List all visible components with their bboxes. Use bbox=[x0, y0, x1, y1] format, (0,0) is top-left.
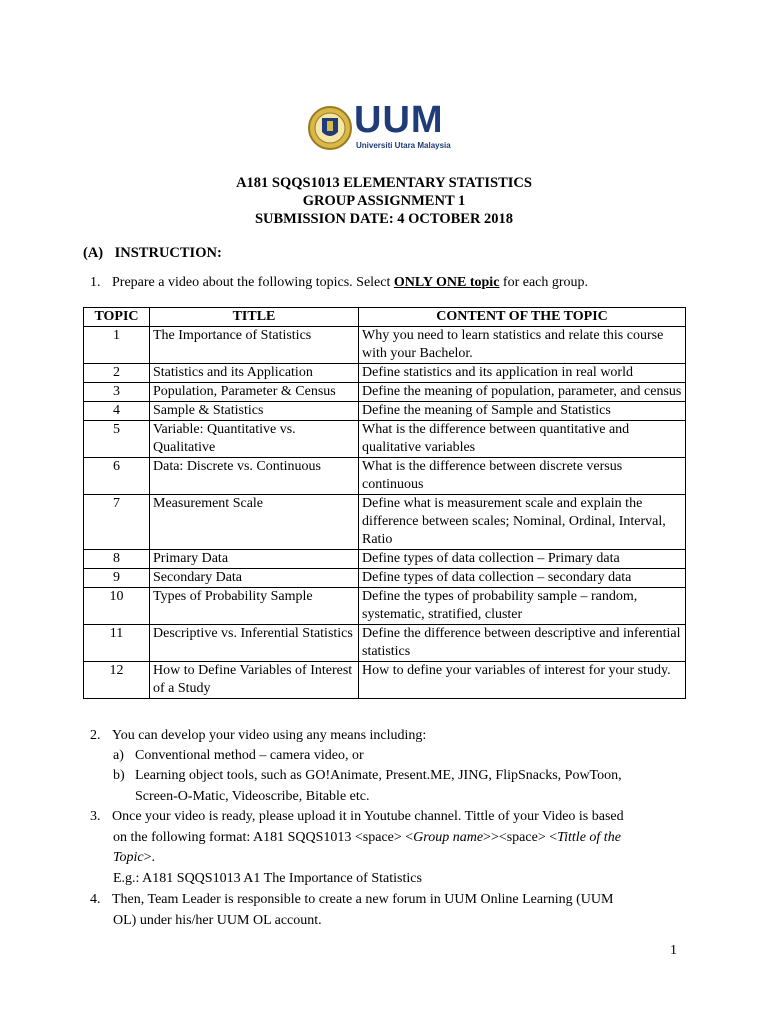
instruction-1-emphasis: ONLY ONE topic bbox=[393, 275, 500, 290]
topic-number: 10 bbox=[84, 588, 150, 625]
format-mid: >><space> < bbox=[483, 830, 558, 845]
topic-content: Define the difference between descriptive and inferential statistics bbox=[359, 625, 686, 662]
item-number: 3. bbox=[90, 809, 101, 824]
topic-number: 4 bbox=[84, 402, 150, 421]
topic-title: Secondary Data bbox=[150, 569, 359, 588]
header-title: TITLE bbox=[150, 308, 359, 327]
topic-number: 5 bbox=[84, 421, 150, 458]
topic-content: Define the types of probability sample – random, systematic, stratified, cluster bbox=[359, 588, 686, 625]
topic-title: How to Define Variables of Interest of a Study bbox=[150, 662, 359, 699]
instruction-2a-text: Conventional method – camera video, or bbox=[135, 748, 364, 763]
sub-item-label: a) bbox=[113, 748, 124, 763]
table-row bbox=[84, 458, 686, 495]
instruction-1 bbox=[90, 274, 588, 292]
table-row bbox=[84, 569, 686, 588]
topic-content: Define statistics and its application in real world bbox=[359, 364, 686, 383]
topic-title: Statistics and its Application bbox=[150, 364, 359, 383]
page-number: 1 bbox=[670, 943, 677, 958]
instruction-4-line2: OL) under his/her UUM OL account. bbox=[113, 913, 322, 928]
topic-number: 7 bbox=[84, 495, 150, 550]
topic-title: The Importance of Statistics bbox=[150, 327, 359, 364]
instruction-2-text: You can develop your video using any means including: bbox=[112, 728, 427, 743]
topic-number: 2 bbox=[84, 364, 150, 383]
topic-title: Descriptive vs. Inferential Statistics bbox=[150, 625, 359, 662]
format-group-name: Group name bbox=[413, 830, 484, 845]
topic-content: Define types of data collection – Primary data bbox=[359, 550, 686, 569]
table-row bbox=[84, 402, 686, 421]
section-heading bbox=[83, 245, 222, 262]
table-row bbox=[84, 421, 686, 458]
topic-number: 8 bbox=[84, 550, 150, 569]
topic-content: Define what is measurement scale and explain the difference between scales; Nominal, Ordinal, Interval, Ratio bbox=[359, 495, 686, 550]
item-number: 1. bbox=[90, 275, 101, 290]
topic-title: Data: Discrete vs. Continuous bbox=[150, 458, 359, 495]
assignment-title: GROUP ASSIGNMENT 1 bbox=[302, 193, 466, 209]
instruction-2a bbox=[113, 746, 364, 766]
logo-subtitle: Universiti Utara Malaysia bbox=[356, 141, 451, 150]
topic-content: Define the meaning of population, parameter, and census bbox=[359, 383, 686, 402]
topic-number: 12 bbox=[84, 662, 150, 699]
instruction-3-line2 bbox=[113, 828, 621, 848]
header-topic: TOPIC bbox=[84, 308, 150, 327]
instruction-3 bbox=[90, 807, 624, 827]
table-row bbox=[84, 495, 686, 550]
topic-content: Why you need to learn statistics and relate this course with your Bachelor. bbox=[359, 327, 686, 364]
format-pre: on the following format: A181 SQQS1013 <space> < bbox=[113, 830, 414, 845]
section-label: (A) bbox=[83, 245, 104, 261]
topic-title: Measurement Scale bbox=[150, 495, 359, 550]
sub-item-label: b) bbox=[113, 768, 125, 783]
topic-number: 11 bbox=[84, 625, 150, 662]
instruction-2b-text: Learning object tools, such as GO!Animate, Present.ME, JING, FlipSnacks, PowToon, bbox=[135, 768, 622, 783]
logo-wordmark: UUM bbox=[354, 99, 444, 141]
table-header-row bbox=[84, 308, 686, 327]
header-content: CONTENT OF THE TOPIC bbox=[359, 308, 686, 327]
instruction-2 bbox=[90, 726, 426, 746]
instruction-1-post: for each group. bbox=[499, 275, 589, 290]
topic-title: Variable: Quantitative vs. Qualitative bbox=[150, 421, 359, 458]
topic-number: 3 bbox=[84, 383, 150, 402]
topic-number: 1 bbox=[84, 327, 150, 364]
topic-number: 6 bbox=[84, 458, 150, 495]
table-row bbox=[84, 383, 686, 402]
table-row bbox=[84, 588, 686, 625]
instruction-1-pre: Prepare a video about the following topics. Select bbox=[112, 275, 394, 290]
table-row bbox=[84, 550, 686, 569]
topic-number: 9 bbox=[84, 569, 150, 588]
uum-logo bbox=[308, 98, 460, 158]
topic-title: Primary Data bbox=[150, 550, 359, 569]
course-title: A181 SQQS1013 ELEMENTARY STATISTICS bbox=[236, 175, 532, 191]
table-row bbox=[84, 662, 686, 699]
topic-title: Population, Parameter & Census bbox=[150, 383, 359, 402]
instruction-4 bbox=[90, 890, 613, 910]
topic-title: Sample & Statistics bbox=[150, 402, 359, 421]
submission-date: SUBMISSION DATE: 4 OCTOBER 2018 bbox=[254, 211, 514, 227]
topic-content: Define types of data collection – secondary data bbox=[359, 569, 686, 588]
section-title: INSTRUCTION: bbox=[114, 245, 222, 261]
table-row bbox=[84, 364, 686, 383]
format-title: Tittle of the bbox=[557, 830, 621, 845]
topic-content: What is the difference between quantitative and qualitative variables bbox=[359, 421, 686, 458]
item-number: 2. bbox=[90, 728, 101, 743]
crest-icon bbox=[308, 98, 352, 158]
instruction-3-line1: Once your video is ready, please upload it in Youtube channel. Tittle of your Video is based bbox=[112, 809, 624, 824]
topic-content: What is the difference between discrete versus continuous bbox=[359, 458, 686, 495]
instruction-3-example: E.g.: A181 SQQS1013 A1 The Importance of Statistics bbox=[113, 871, 422, 886]
instruction-2b-continuation: Screen-O-Matic, Videoscribe, Bitable etc. bbox=[135, 789, 370, 804]
topic-title: Types of Probability Sample bbox=[150, 588, 359, 625]
format-post: >. bbox=[143, 850, 156, 865]
topic-content: Define the meaning of Sample and Statistics bbox=[359, 402, 686, 421]
instruction-3-line3 bbox=[113, 848, 155, 868]
table-row bbox=[84, 327, 686, 364]
instruction-2b bbox=[113, 766, 622, 786]
topics-table bbox=[83, 307, 686, 699]
topic-content: How to define your variables of interest for your study. bbox=[359, 662, 686, 699]
instruction-4-line1: Then, Team Leader is responsible to create a new forum in UUM Online Learning (UUM bbox=[112, 892, 614, 907]
item-number: 4. bbox=[90, 892, 101, 907]
format-topic: Topic bbox=[113, 850, 144, 865]
table-row bbox=[84, 625, 686, 662]
